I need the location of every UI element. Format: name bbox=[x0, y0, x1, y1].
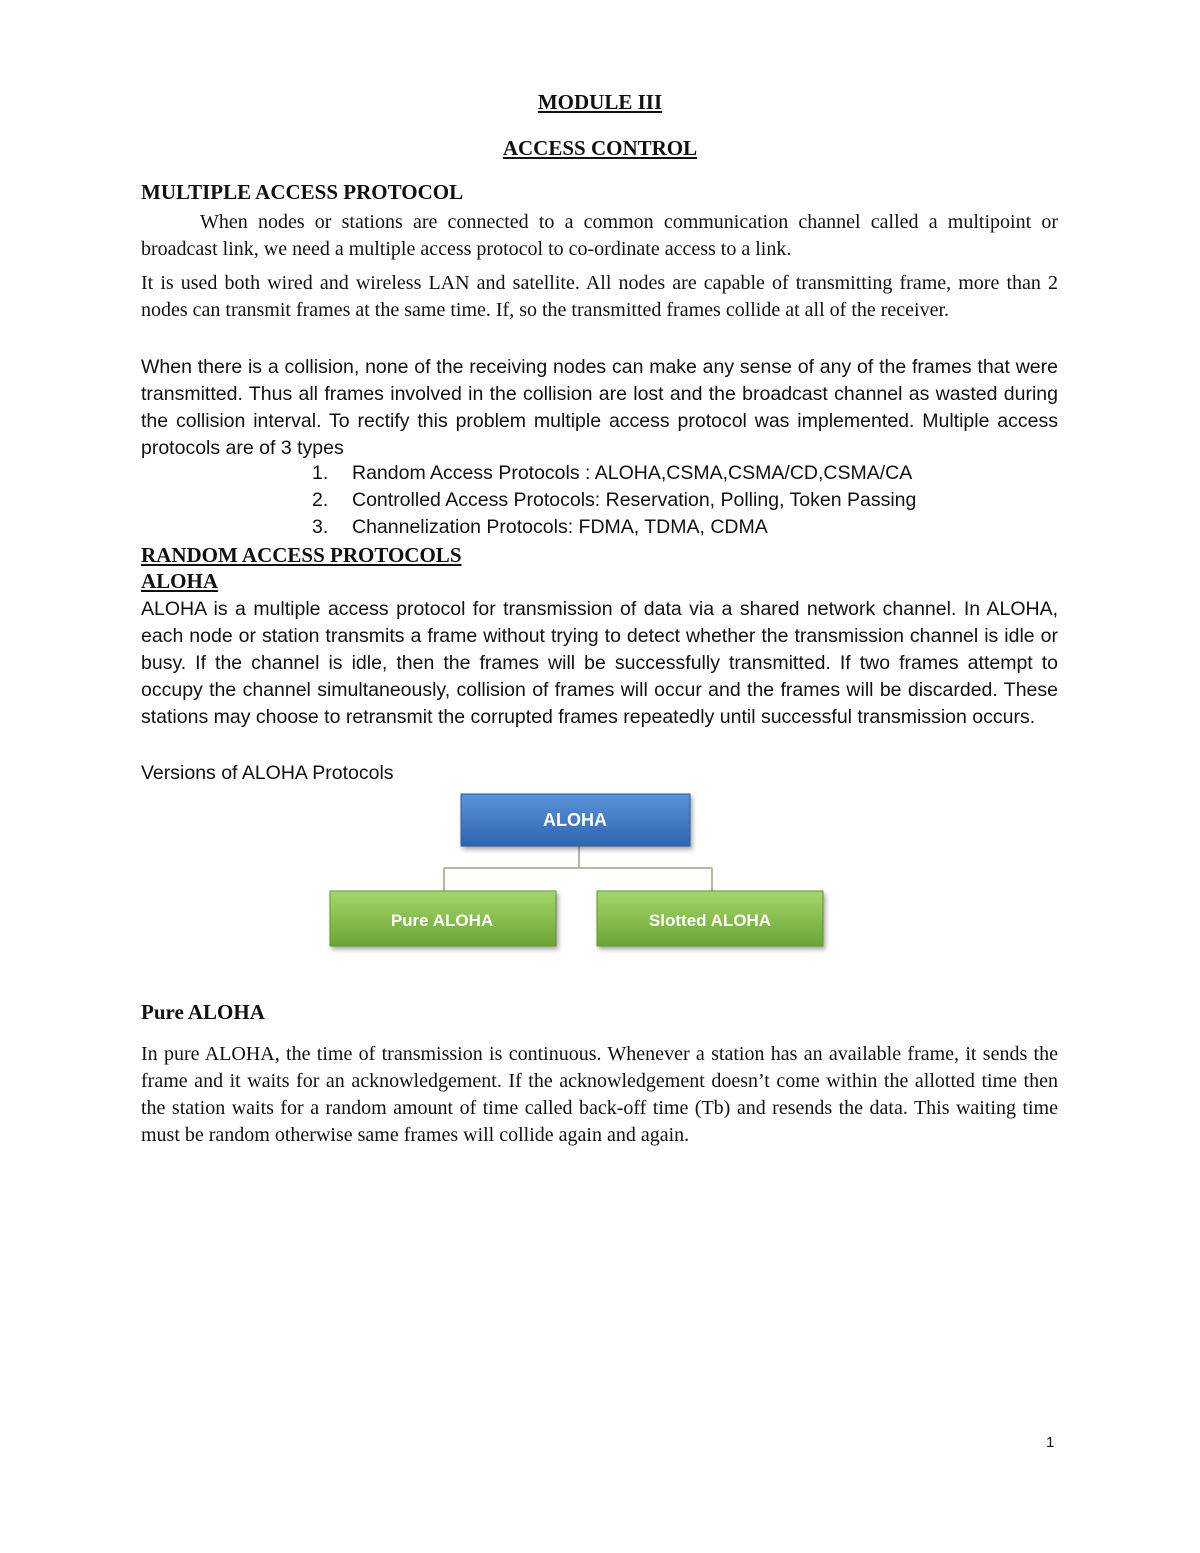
heading-random-access-protocols: RANDOM ACCESS PROTOCOLS bbox=[141, 543, 462, 567]
heading-aloha: ALOHA bbox=[141, 569, 219, 593]
page-number: 1 bbox=[1046, 1434, 1055, 1451]
heading-multiple-access-protocol: MULTIPLE ACCESS PROTOCOL bbox=[141, 180, 464, 204]
paragraph-aloha: ALOHA is a multiple access protocol for transmission of data via a shared network channel. In ALOHA, each node or station transmits a frame without trying to detect whether the transmission channel is idle or busy. If the channel is idle, then the frames will be successfully transmitted. If two frames attempt to occupy the channel simultaneously, collision of frames will occur and the frames will be discarded. These stations may choose to retransmit the corrupted frames repeatedly until successful transmission occurs. bbox=[141, 598, 1058, 728]
pure-aloha-label: Pure ALOHA bbox=[390, 911, 494, 930]
versions-label: Versions of ALOHA Protocols bbox=[141, 762, 394, 784]
paragraph-collision: When there is a collision, none of the receiving nodes can make any sense of any of the frames that were transmitted. Thus all frames involved in the collision are lost and the broadcast channel as wasted during the collision interval. To rectify this problem multiple access protocol was implemented. Multiple access protocols are of 3 types bbox=[141, 356, 1058, 459]
protocol-types-list bbox=[312, 460, 916, 541]
aloha-root-label: ALOHA bbox=[543, 810, 607, 830]
paragraph-usage: It is used both wired and wireless LAN and satellite. All nodes are capable of transmitting frame, more than 2 nodes can transmit frames at the same time. If, so the transmitted frames collide at all of the receiver. bbox=[141, 272, 1058, 321]
module-title: MODULE III bbox=[537, 90, 663, 114]
paragraph-intro: When nodes or stations are connected to a common communication channel called a multipoint or broadcast link, we need a multiple access protocol to co-ordinate access to a link. bbox=[141, 211, 1058, 260]
list-item: 1. Random Access Protocols : ALOHA,CSMA,CSMA/CD,CSMA/CA bbox=[312, 462, 913, 484]
list-item: 3. Channelization Protocols: FDMA, TDMA, CDMA bbox=[312, 516, 768, 538]
list-item: 2. Controlled Access Protocols: Reservation, Polling, Token Passing bbox=[312, 489, 917, 511]
heading-pure-aloha: Pure ALOHA bbox=[141, 1000, 265, 1024]
section-title: ACCESS CONTROL bbox=[502, 136, 698, 160]
slotted-aloha-label: Slotted ALOHA bbox=[648, 911, 772, 930]
aloha-versions-diagram bbox=[320, 788, 840, 958]
paragraph-pure-aloha: In pure ALOHA, the time of transmission is continuous. Whenever a station has an available frame, it sends the frame and it waits for an acknowledgement. If the acknowledgement doesn’t come within the allotted time then the station waits for a random amount of time called back-off time (Tb) and resends the data. This waiting time must be random otherwise same frames will collide again and again. bbox=[141, 1043, 1058, 1146]
